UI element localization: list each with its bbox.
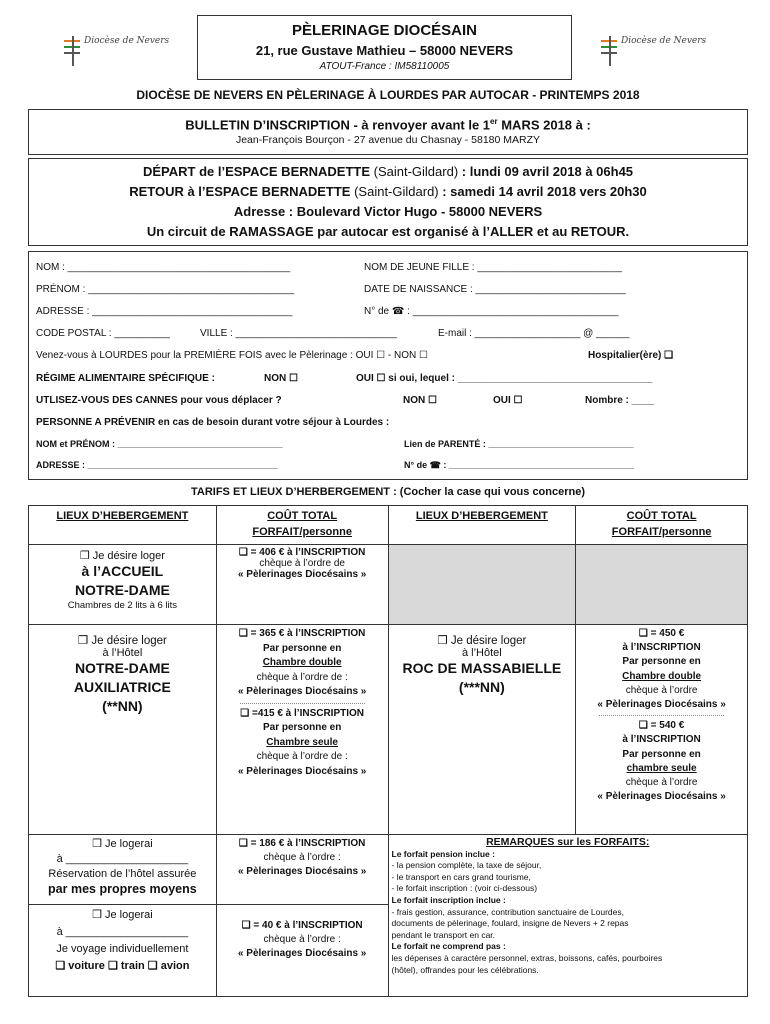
bulletin-contact: Jean-François Bourçon - 27 avenue du Chasnay - 58180 MARZY <box>235 134 541 147</box>
nom-field[interactable]: NOM : ________________________________________ <box>36 262 291 273</box>
nom-jeune-fille-field[interactable]: NOM DE JEUNE FILLE : __________________________ <box>364 262 622 273</box>
auxiliatrice-price-cell[interactable]: ❑ = 365 € à l’INSCRIPTION Par personne en Chambre double chèque à l’ordre de : « Pèlerinages Diocésains » ❑ =415 € à l’INSCRIPTION Par personne en Chambre seule chèque à l’ordre de : « Pèlerinages Diocésains » <box>216 625 388 835</box>
tarifs-title: TARIFS ET LIEUX D’HERBERGEMENT : (Cocher la case qui vous concerne) <box>190 486 586 498</box>
premiere-fois-question[interactable]: Venez-vous à LOURDES pour la PREMIÈRE FOIS avec le Pèlerinage : OUI ☐ - NON ☐ <box>36 350 428 361</box>
hospitalier-checkbox[interactable]: Hospitalier(ère) ❑ <box>588 350 674 361</box>
regime-oui-field[interactable]: OUI ☐ si oui, lequel : ___________________________________ <box>356 373 653 384</box>
accueil-cell[interactable]: ❒ Je désire loger à l’ACCUEIL NOTRE-DAME Chambres de 2 lits à 6 lits <box>29 545 217 625</box>
date-naissance-field[interactable]: DATE DE NAISSANCE : ___________________________ <box>364 284 626 295</box>
trip-box <box>28 158 748 246</box>
prevenir-label: PERSONNE A PRÉVENIR en cas de besoin durant votre séjour à Lourdes : <box>36 417 390 428</box>
header-lieux-1: LIEUX D’HEBERGEMENT <box>29 506 217 545</box>
depart-line: DÉPART de l’ESPACE BERNADETTE (Saint-Gildard) : lundi 09 avril 2018 à 06h45 <box>142 164 634 179</box>
cannes-label: UTLISEZ-VOUS DES CANNES pour vous déplacer ? <box>36 395 282 406</box>
subtitle: DIOCÈSE DE NEVERS EN PÈLERINAGE À LOURDES PAR AUTOCAR - PRINTEMPS 2018 <box>136 88 640 102</box>
retour-line: RETOUR à l’ESPACE BERNADETTE (Saint-Gildard) : samedi 14 avril 2018 vers 20h30 <box>129 184 647 199</box>
contact-tel-field[interactable]: N° de ☎ : _____________________________________ <box>404 460 635 470</box>
individuel-cell[interactable]: ❒ Je logerai à ____________________ Je voyage individuellement ❑ voiture ❑ train ❑ avion <box>29 905 217 997</box>
massabielle-price-cell[interactable]: ❑ = 450 € à l’INSCRIPTION Par personne en Chambre double chèque à l’ordre « Pèlerinages Diocésains » ❑ = 540 € à l’INSCRIPTION Par personne en chambre seule chèque à l’ordre « Pèlerinages Diocésains » <box>576 625 748 835</box>
contact-parente-field[interactable]: Lien de PARENTÉ : _____________________________ <box>404 439 634 449</box>
trip-address: Adresse : Boulevard Victor Hugo - 58000 NEVERS <box>233 204 543 219</box>
atout-number: ATOUT-France : IM58110005 <box>319 61 450 72</box>
tarifs-table <box>28 505 748 997</box>
header-box <box>197 15 572 80</box>
header-lieux-2: LIEUX D’HEBERGEMENT <box>388 506 576 545</box>
header-cout-2: COÛT TOTAL FORFAIT/personne <box>576 506 748 545</box>
propres-moyens-cell[interactable]: ❒ Je logerai à ____________________ Réservation de l’hôtel assurée par mes propres moyens <box>29 835 217 905</box>
contact-adresse-field[interactable]: ADRESSE : ______________________________________ <box>36 460 278 470</box>
accueil-price-cell[interactable]: ❑ = 406 € à l’INSCRIPTION chèque à l’ordre de « Pèlerinages Diocésains » <box>216 545 388 625</box>
bulletin-title: BULLETIN D’INSCRIPTION - à renvoyer avant le 1er MARS 2018 à : <box>185 117 591 133</box>
email-field[interactable]: E-mail : ___________________ @ ______ <box>438 328 630 339</box>
diocese-logo-right: Diocèse de Nevers <box>597 30 707 74</box>
cannes-non-checkbox[interactable]: NON ☐ <box>403 395 437 406</box>
contact-nom-field[interactable]: NOM et PRÉNOM : _________________________________ <box>36 439 283 449</box>
diocese-logo-left: Diocèse de Nevers <box>60 30 170 74</box>
ville-field[interactable]: VILLE : _____________________________ <box>200 328 397 339</box>
empty-cell <box>388 545 576 625</box>
page-title: PÈLERINAGE DIOCÉSAIN <box>291 22 478 39</box>
telephone-field[interactable]: N° de ☎ : _____________________________________ <box>364 306 619 317</box>
code-postal-field[interactable]: CODE POSTAL : __________ <box>36 328 170 339</box>
massabielle-cell[interactable]: ❒ Je désire loger à l’Hôtel ROC DE MASSABIELLE (***NN) <box>388 625 576 835</box>
regime-label: RÉGIME ALIMENTAIRE SPÉCIFIQUE : <box>36 373 215 384</box>
header-cout-1: COÛT TOTAL FORFAIT/personne <box>216 506 388 545</box>
auxiliatrice-cell[interactable]: ❒ Je désire loger à l’Hôtel NOTRE-DAME AUXILIATRICE (**NN) <box>29 625 217 835</box>
propres-price-cell[interactable]: ❑ = 186 € à l’INSCRIPTION chèque à l’ordre : « Pèlerinages Diocésains » <box>216 835 388 905</box>
nombre-field[interactable]: Nombre : ____ <box>585 395 654 406</box>
bulletin-box <box>28 109 748 155</box>
header-address: 21, rue Gustave Mathieu – 58000 NEVERS <box>255 43 514 58</box>
regime-non-checkbox[interactable]: NON ☐ <box>264 373 298 384</box>
adresse-field[interactable]: ADRESSE : ____________________________________ <box>36 306 293 317</box>
individuel-price-cell[interactable]: ❑ = 40 € à l’INSCRIPTION chèque à l’ordre : « Pèlerinages Diocésains » <box>216 905 388 997</box>
prenom-field[interactable]: PRÉNOM : _____________________________________ <box>36 284 295 295</box>
empty-cell <box>576 545 748 625</box>
remarques-cell: REMARQUES sur les FORFAITS: Le forfait pension inclue : - la pension complète, la taxe de séjour, - le transport en cars grand tourisme, - le forfait inscription : (voir ci-dessous) Le forfait inscription inclue : - frais gestion, assurance, contribution sanctuaire de Lourdes, documents de pèlerinage, foulard, insigne de Nevers + 2 repas pendant le transport en car. Le forfait ne comprend pas : les dépenses à caractère personnel, extras, boissons, cafés, pourboires (hôtel), offrandes pour les célébrations. <box>388 835 747 997</box>
ramassage-line: Un circuit de RAMASSAGE par autocar est organisé à l’ALLER et au RETOUR. <box>146 224 630 239</box>
cannes-oui-checkbox[interactable]: OUI ☐ <box>493 395 523 406</box>
